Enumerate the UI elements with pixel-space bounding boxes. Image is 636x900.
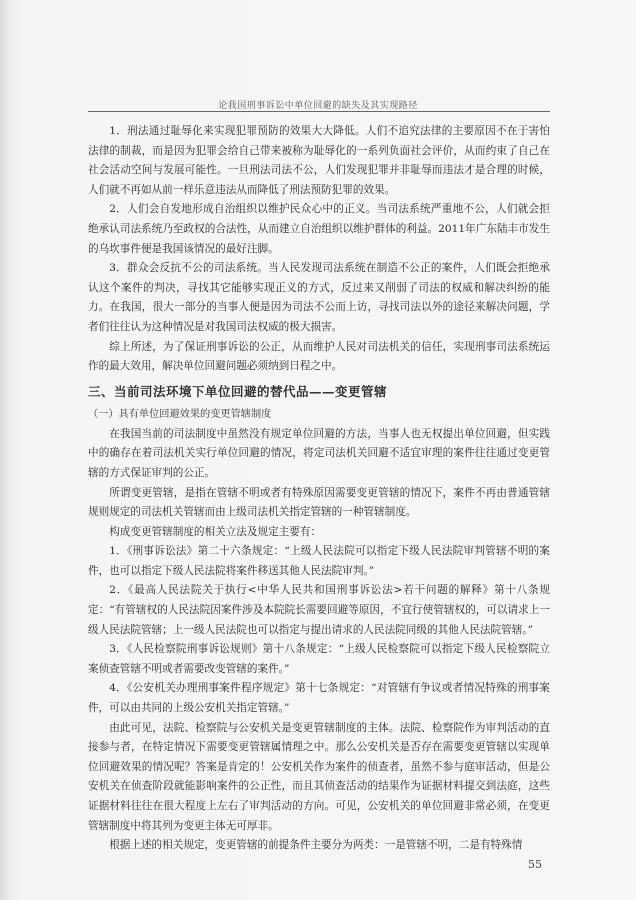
paragraph: 4．《公安机关办理刑事案件程序规定》第十七条规定：“对管辖有争议或者情况特殊的刑事案件，可以由共同的上级公安机关指定管辖。”: [88, 682, 550, 715]
paragraph: 所谓变更管辖，是指在管辖不明或者有特殊原因需要变更管辖的情况下，案件不再由普通管辖规则规定的司法机关管辖而由上级司法机关指定管辖的一种管辖制度。: [88, 486, 550, 519]
paragraph: 根据上述的相关规定，变更管辖的前提条件主要分为两类：一是管辖不明，二是有特殊情: [109, 839, 523, 852]
paragraph: 构成变更管辖制度的相关立法及规定主要有：: [109, 525, 322, 538]
paragraph: 3．群众会反抗不公的司法系统。当人民发现司法系统在制造不公正的案件，人们既会拒绝承认这个案件的判决，寻找其它能够实现正义的方式，反过来又削弱了司法的权威和解决纠纷的能力。在我国，很大一部分的当事人便是因为司法不公而上访，寻找司法以外的途径来解决问题，学者们往往认为这种情况是对我国司法权威的极大损害。: [88, 262, 550, 333]
header-rule: [88, 111, 550, 112]
page-number: 55: [528, 858, 542, 871]
paragraph: 2．人们会自发地形成自治组织以维护民众心中的正义。当司法系统严重地不公，人们就会拒绝承认司法系统乃至政权的合法性，从而建立自治组织以维护群体的利益。2011年广东陆丰市发生的乌坎事件便是我国该情况的最好注脚。: [88, 203, 550, 255]
paragraph: 1．刑法通过耻辱化来实现犯罪预防的效果大大降低。人们不追究法律的主要原因不在于害怕法律的制裁，而是因为犯罪会给自己带来被称为耻辱化的一系列负面社会评价，从而约束了自己在社会活动空间与发展可能性。一旦刑法司法不公，人们发现犯罪并非耻辱而违法才是合理的时候，人们就不再如从前一样乐意违法从而降低了刑法预防犯罪的效果。: [88, 125, 550, 196]
paragraph: 由此可见，法院、检察院与公安机关是变更管辖制度的主体。法院、检察院作为审判活动的直接参与者，在特定情况下需要变更管辖属情理之中。那么公安机关是否存在需要变更管辖以实现单位回避效果的情况呢？答案是肯定的！公安机关作为案件的侦查者，虽然不参与庭审活动，但是公安机关在侦查阶段就能影响案件的公正性，而且其侦查活动的结果作为证据材料提交到法庭，这些证据材料往往在很大程度上左右了审判活动的方向。可见，公安机关的单位回避非常必须，在变更管辖制度中将其列为变更主体无可厚非。: [88, 721, 550, 832]
section-title: 三、当前司法环境下单位回避的替代品——变更管辖: [88, 383, 388, 399]
body-text: [88, 122, 550, 856]
paragraph: 3．《人民检察院刑事诉讼规则》第十八条规定：“上级人民检察院可以指定下级人民检察院立案侦查管辖不明或者需要改变管辖的案件。”: [88, 643, 550, 675]
paragraph: 在我国当前的司法制度中虽然没有规定单位回避的方法，当事人也无权提出单位回避，但实践中的确存在着司法机关实行单位回避的情况，将定司法机关回避不适宜审理的案件往往通过变更管辖的方式保证审判的公正。: [88, 427, 550, 479]
paragraph: 2．《最高人民法院关于执行<中华人民共和国刑事诉讼法>若干问题的解释》第十八条规定：“有管辖权的人民法院因案件涉及本院院长需要回避等原因，不宜行使管辖权的，可以请求上一级人民法院管辖；上一级人民法院也可以指定与提出请求的人民法院同级的其他人民法院管辖。”: [88, 584, 550, 636]
running-head: 论我国刑事诉讼中单位回避的缺失及其实现路径: [218, 101, 418, 111]
paragraph: 1．《刑事诉讼法》第二十六条规定：“上级人民法院可以指定下级人民法院审判管辖不明的案件，也可以指定下级人民法院将案件移送其他人民法院审判。”: [88, 545, 550, 577]
paragraph: 综上所述，为了保证刑事诉讼的公正，从而维护人民对司法机关的信任，实现刑事司法系统运作的最大效用，解决单位回避问题必须纳到日程之中。: [88, 340, 550, 373]
subsection-title: （一）具有单位回避效果的变更管辖制度: [88, 408, 272, 420]
